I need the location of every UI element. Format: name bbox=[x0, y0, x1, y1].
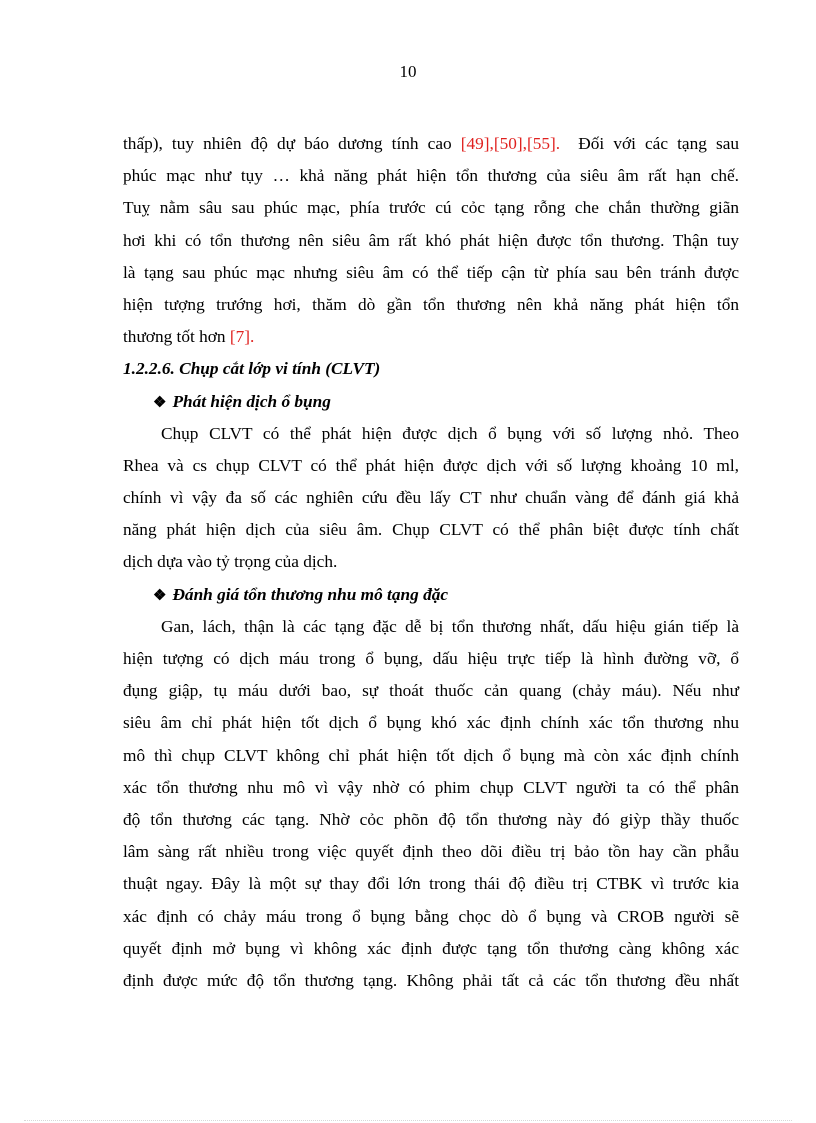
paragraph-organ-injury bbox=[123, 611, 739, 997]
bullet-title: Đánh giá tổn thương nhu mô tạng đặc bbox=[172, 584, 449, 604]
diamond-bullet-icon: ❖ bbox=[153, 587, 167, 604]
paragraph-fluid-detection bbox=[123, 418, 739, 579]
text-line: Chụp CLVT có thể phát hiện được dịch ổ bụng với số lượng nhỏ. Theo bbox=[161, 423, 739, 443]
text-line: Rhea và cs chụp CLVT có thể phát hiện được dịch với số lượng khoảng 10 ml, bbox=[123, 455, 739, 475]
text-line: phúc mạc như tụy … khả năng phát hiện tổn thương của siêu âm rất hạn chế. bbox=[123, 166, 739, 186]
text-line: quyết định mở bụng vì không xác định được tạng tổn thương càng không xác bbox=[123, 938, 739, 958]
text-line: Gan, lách, thận là các tạng đặc dễ bị tổn thương nhất, dấu hiệu gián tiếp là bbox=[161, 616, 739, 636]
text-line: định được mức độ tổn thương tạng. Không phải tất cả các tổn thương đều nhất bbox=[123, 970, 739, 990]
text-line: năng phát hiện dịch của siêu âm. Chụp CLVT có thể phân biệt được tính chất bbox=[123, 520, 739, 540]
text-line: chính vì vậy đa số các nghiên cứu đều lấy CT như chuẩn vàng để đánh giá khả bbox=[123, 488, 739, 508]
diamond-bullet-icon: ❖ bbox=[153, 394, 167, 411]
paragraph-ultrasound-limits bbox=[123, 128, 739, 353]
text-line bbox=[123, 321, 739, 353]
text-line: lâm sàng rất nhiều trong việc quyết định theo dõi điều trị bảo tồn hay cần phẫu bbox=[123, 842, 739, 862]
text-line: xác định có chảy máu trong ổ bụng bằng chọc dò ổ bụng và CROB người sẽ bbox=[123, 906, 739, 926]
page-bottom-rule bbox=[24, 1120, 792, 1121]
text-line: hiện tượng có dịch máu trong ổ bụng, dấu hiệu trực tiếp là hình đường vỡ, ổ bbox=[123, 649, 739, 668]
text-span: thương tốt hơn bbox=[123, 327, 230, 347]
citation-reference: [7]. bbox=[229, 327, 255, 347]
text-line: độ tổn thương các tạng. Nhờ cỏc phõn độ tổn thương này đó giỳp thầy thuốc bbox=[123, 809, 739, 829]
text-line: mô thì chụp CLVT không chỉ phát hiện tốt dịch ổ bụng mà còn xác định chính bbox=[123, 745, 739, 765]
text-line: đụng giập, tụ máu dưới bao, sự thoát thuốc cản quang (chảy máu). Nếu như bbox=[123, 681, 739, 701]
citation-references: [49],[50],[55]. bbox=[460, 134, 561, 153]
text-line: dịch dựa vào tỷ trọng của dịch. bbox=[123, 552, 338, 572]
text-line: siêu âm chỉ phát hiện tốt dịch ổ bụng khó xác định chính xác tổn thương nhu bbox=[123, 713, 739, 733]
bullet-title: Phát hiện dịch ổ bụng bbox=[172, 391, 331, 411]
text-span: thấp), tuy nhiên độ dự báo dương tính cao bbox=[123, 134, 461, 153]
text-line: hiện tượng trướng hơi, thăm dò gần tổn thương nên khả năng phát hiện tổn bbox=[123, 294, 739, 314]
document-body bbox=[123, 128, 739, 997]
text-line: hơi khi có tổn thương nên siêu âm rất khó phát hiện được tổn thương. Thận tuy bbox=[123, 230, 739, 250]
section-heading: 1.2.2.6. Chụp cắt lớp vi tính (CLVT) bbox=[123, 359, 381, 379]
text-line: thuật ngay. Đây là một sự thay đổi lớn trong thái độ điều trị CTBK vì trước kia bbox=[123, 874, 739, 894]
text-line: xác tổn thương nhu mô vì vậy nhờ có phim chụp CLVT người ta có thể phân bbox=[123, 777, 739, 797]
bullet-heading-organ-injury bbox=[123, 579, 739, 611]
bullet-heading-fluid-detection bbox=[123, 386, 739, 418]
page-number: 10 bbox=[399, 62, 417, 81]
text-line bbox=[123, 128, 739, 160]
text-line: Tuỵ nằm sâu sau phúc mạc, phía trước cú cỏc tạng rỗng che chắn thường giãn bbox=[123, 198, 739, 218]
text-span: Đối với các tạng sau bbox=[560, 134, 739, 153]
text-line: là tạng sau phúc mạc nhưng siêu âm có thể tiếp cận từ phía sau bên tránh được bbox=[123, 262, 739, 282]
